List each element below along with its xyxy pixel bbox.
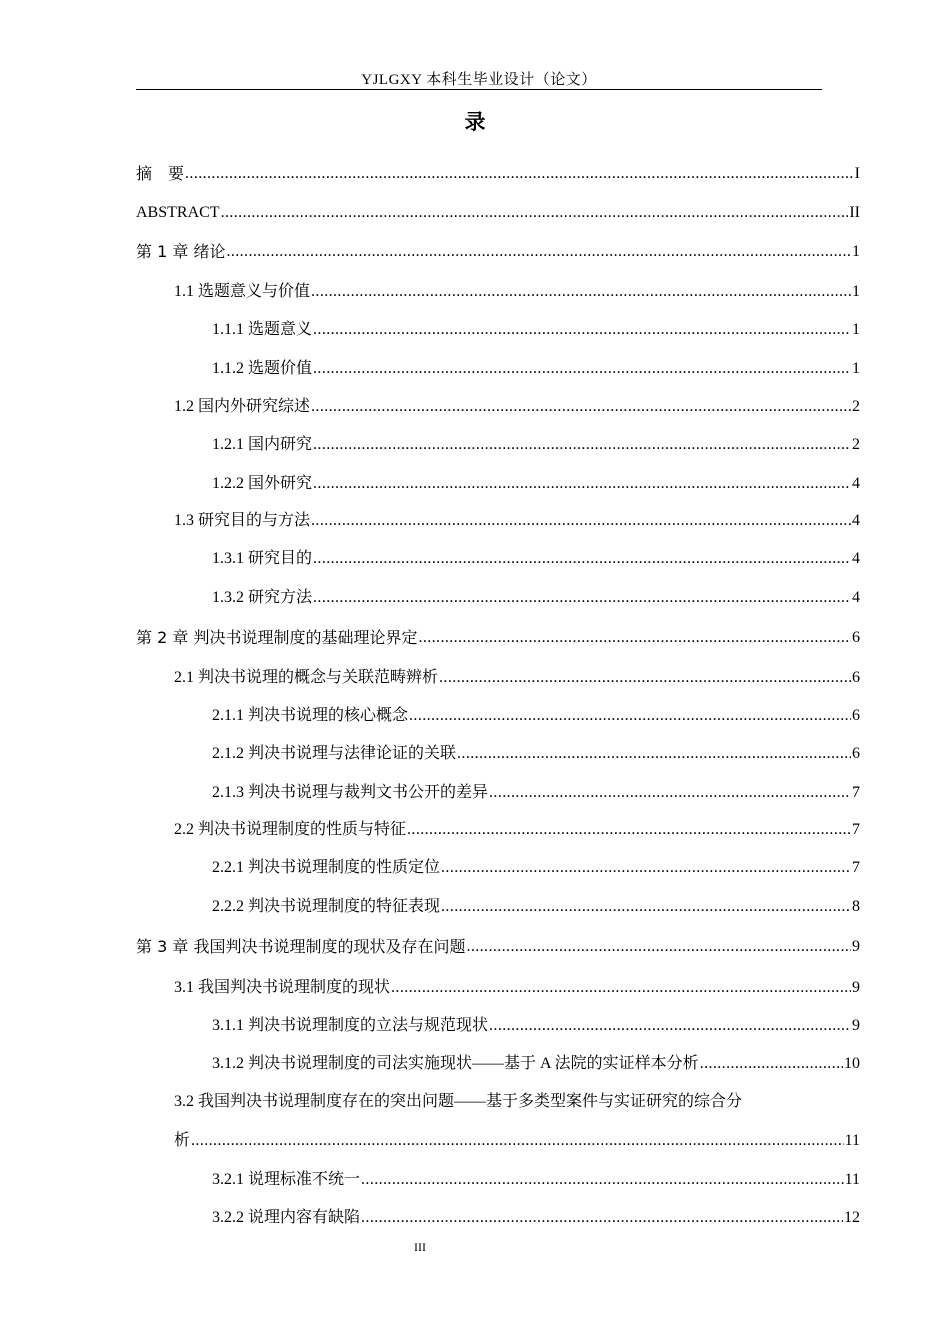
toc-entry-label: 1.3.1 研究目的 [212,550,313,567]
toc-leader-dots [313,357,851,381]
toc-entry-1-1[interactable] [174,280,860,304]
toc-entry-1-2[interactable] [174,395,860,419]
toc-entry-page: 4 [852,512,860,529]
toc-leader-dots [418,626,851,650]
toc-entry-label: 1.2 国内外研究综述 [174,398,311,415]
toc-leader-dots [311,280,851,304]
page-header: YJLGXY 本科生毕业设计（论文） [361,72,597,88]
toc-entry-1-1-2[interactable] [212,357,860,381]
toc-leader-dots [313,318,851,342]
toc-entry-2-1-1[interactable] [212,704,860,728]
toc-entry-2-2-2[interactable] [212,895,860,919]
toc-entry-3-1-2[interactable] [212,1052,860,1076]
toc-leader-dots [185,162,854,186]
toc-entry-page: II [849,204,860,221]
toc-leader-dots [226,240,851,264]
toc-leader-dots [441,856,851,880]
toc-entry-3-2-2[interactable] [212,1206,860,1230]
toc-entry-label: 2.2.1 判决书说理制度的性质定位 [212,859,441,876]
toc-entry-page: 1 [852,243,860,260]
toc-entry-1-3[interactable] [174,509,860,533]
toc-entry-page: 4 [852,475,860,492]
toc-entry-label: 3.1.1 判决书说理制度的立法与规范现状 [212,1017,489,1034]
toc-leader-dots [313,433,851,457]
toc-entry-2-2-1[interactable] [212,856,860,880]
toc-entry-label: 3.2.2 说理内容有缺陷 [212,1209,361,1226]
toc-entry-3-1[interactable] [174,976,860,1000]
toc-entry-page: 6 [852,629,860,646]
toc-entry-label: ABSTRACT [136,204,220,221]
toc-entry-page: 9 [852,1017,860,1034]
toc-entry-2-1[interactable] [174,666,860,690]
toc-leader-dots [221,201,849,225]
toc-entry-label: 第 1 章 绪论 [136,242,226,261]
toc-entry-2-1-3[interactable] [212,781,860,805]
toc-entry-page: I [854,165,860,182]
toc-entry-1-1-1[interactable] [212,318,860,342]
toc-entry-page: 6 [852,669,860,686]
toc-entry-label: 2.2 判决书说理制度的性质与特征 [174,821,407,838]
toc-entry-page: 6 [852,745,860,762]
toc-entry-label: 2.2.2 判决书说理制度的特征表现 [212,898,441,915]
toc-entry-3-2-second-line[interactable] [174,1129,860,1153]
toc-entry-label: 2.1.3 判决书说理与裁判文书公开的差异 [212,784,489,801]
toc-entry-label: 析 [174,1132,191,1149]
toc-entry-label: 3.1.2 判决书说理制度的司法实施现状——基于 A 法院的实证样本分析 [212,1055,699,1072]
toc-entry-page: 4 [852,550,860,567]
toc-entry-page: 2 [852,436,860,453]
toc-leader-dots [489,1014,851,1038]
toc-entry-page: 7 [852,784,860,801]
toc-entry-label: 1.3 研究目的与方法 [174,512,311,529]
toc-leader-dots [311,395,851,419]
toc-entry-page: 1 [852,360,860,377]
toc-entry-1-3-1[interactable] [212,547,860,571]
toc-entry-label: 2.1.1 判决书说理的核心概念 [212,707,409,724]
toc-entry-page: 8 [852,898,860,915]
toc-entry-page: 2 [852,398,860,415]
toc-leader-dots [313,586,851,610]
toc-entry-page: 11 [844,1171,860,1188]
toc-leader-dots [439,666,851,690]
toc-leader-dots [489,781,851,805]
toc-leader-dots [313,547,851,571]
toc-entry-label: 1.3.2 研究方法 [212,589,313,606]
toc-leader-dots [466,935,851,959]
toc-entry-label: 第 3 章 我国判决书说理制度的现状及存在问题 [136,937,466,956]
toc-entry-label: 1.2.2 国外研究 [212,475,313,492]
toc-entry-abstract-en[interactable] [136,201,860,225]
toc-entry-abstract-cn[interactable] [136,162,860,186]
toc-entry-page: 9 [852,979,860,996]
toc-entry-label: 第 2 章 判决书说理制度的基础理论界定 [136,628,418,647]
toc-entry-label: 1.1.1 选题意义 [212,321,313,338]
toc-entry-page: 1 [852,283,860,300]
toc-entry-page: 9 [852,938,860,955]
toc-entry-page: 4 [852,589,860,606]
toc-entry-page: 7 [852,859,860,876]
toc-entry-3-2-1[interactable] [212,1168,860,1192]
toc-entry-page: 10 [844,1055,860,1072]
toc-entry-3-1-1[interactable] [212,1014,860,1038]
toc-entry-label: 1.1.2 选题价值 [212,360,313,377]
toc-entry-label: 3.2.1 说理标准不统一 [212,1171,361,1188]
toc-entry-page: 6 [852,707,860,724]
page-number: III [414,1240,426,1254]
toc-leader-dots [313,472,851,496]
toc-leader-dots [457,742,851,766]
toc-entry-1-2-1[interactable] [212,433,860,457]
toc-leader-dots [391,976,851,1000]
toc-entry-2-1-2[interactable] [212,742,860,766]
toc-entry-page: 12 [844,1209,860,1226]
toc-entry-label: 摘 要 [136,164,185,183]
toc-entry-label: 1.1 选题意义与价值 [174,283,311,300]
toc-leader-dots [191,1129,844,1153]
toc-entry-label: 3.1 我国判决书说理制度的现状 [174,979,391,996]
toc-entry-2-2[interactable] [174,818,860,842]
page-title: 录 [464,110,486,134]
toc-entry-page: 7 [852,821,860,838]
toc-entry-chapter-1[interactable] [136,240,860,264]
toc-entry-label: 2.1 判决书说理的概念与关联范畴辨析 [174,669,439,686]
toc-leader-dots [441,895,851,919]
toc-leader-dots [700,1052,843,1076]
toc-entry-1-3-2[interactable] [212,586,860,610]
toc-entry-page: 11 [844,1132,860,1149]
toc-leader-dots [361,1206,843,1230]
toc-entry-label: 3.2 我国判决书说理制度存在的突出问题——基于多类型案件与实证研究的综合分 [174,1093,743,1110]
toc-entry-chapter-2[interactable] [136,626,860,650]
toc-entry-3-2-first-line[interactable] [174,1090,860,1114]
toc-entry-page: 1 [852,321,860,338]
toc-leader-dots [361,1168,844,1192]
toc-entry-label: 2.1.2 判决书说理与法律论证的关联 [212,745,457,762]
toc-entry-label: 1.2.1 国内研究 [212,436,313,453]
toc-entry-1-2-2[interactable] [212,472,860,496]
toc-entry-chapter-3[interactable] [136,935,860,959]
toc-leader-dots [409,704,851,728]
toc-leader-dots [311,509,851,533]
toc-leader-dots [407,818,851,842]
header-rule [136,89,822,90]
